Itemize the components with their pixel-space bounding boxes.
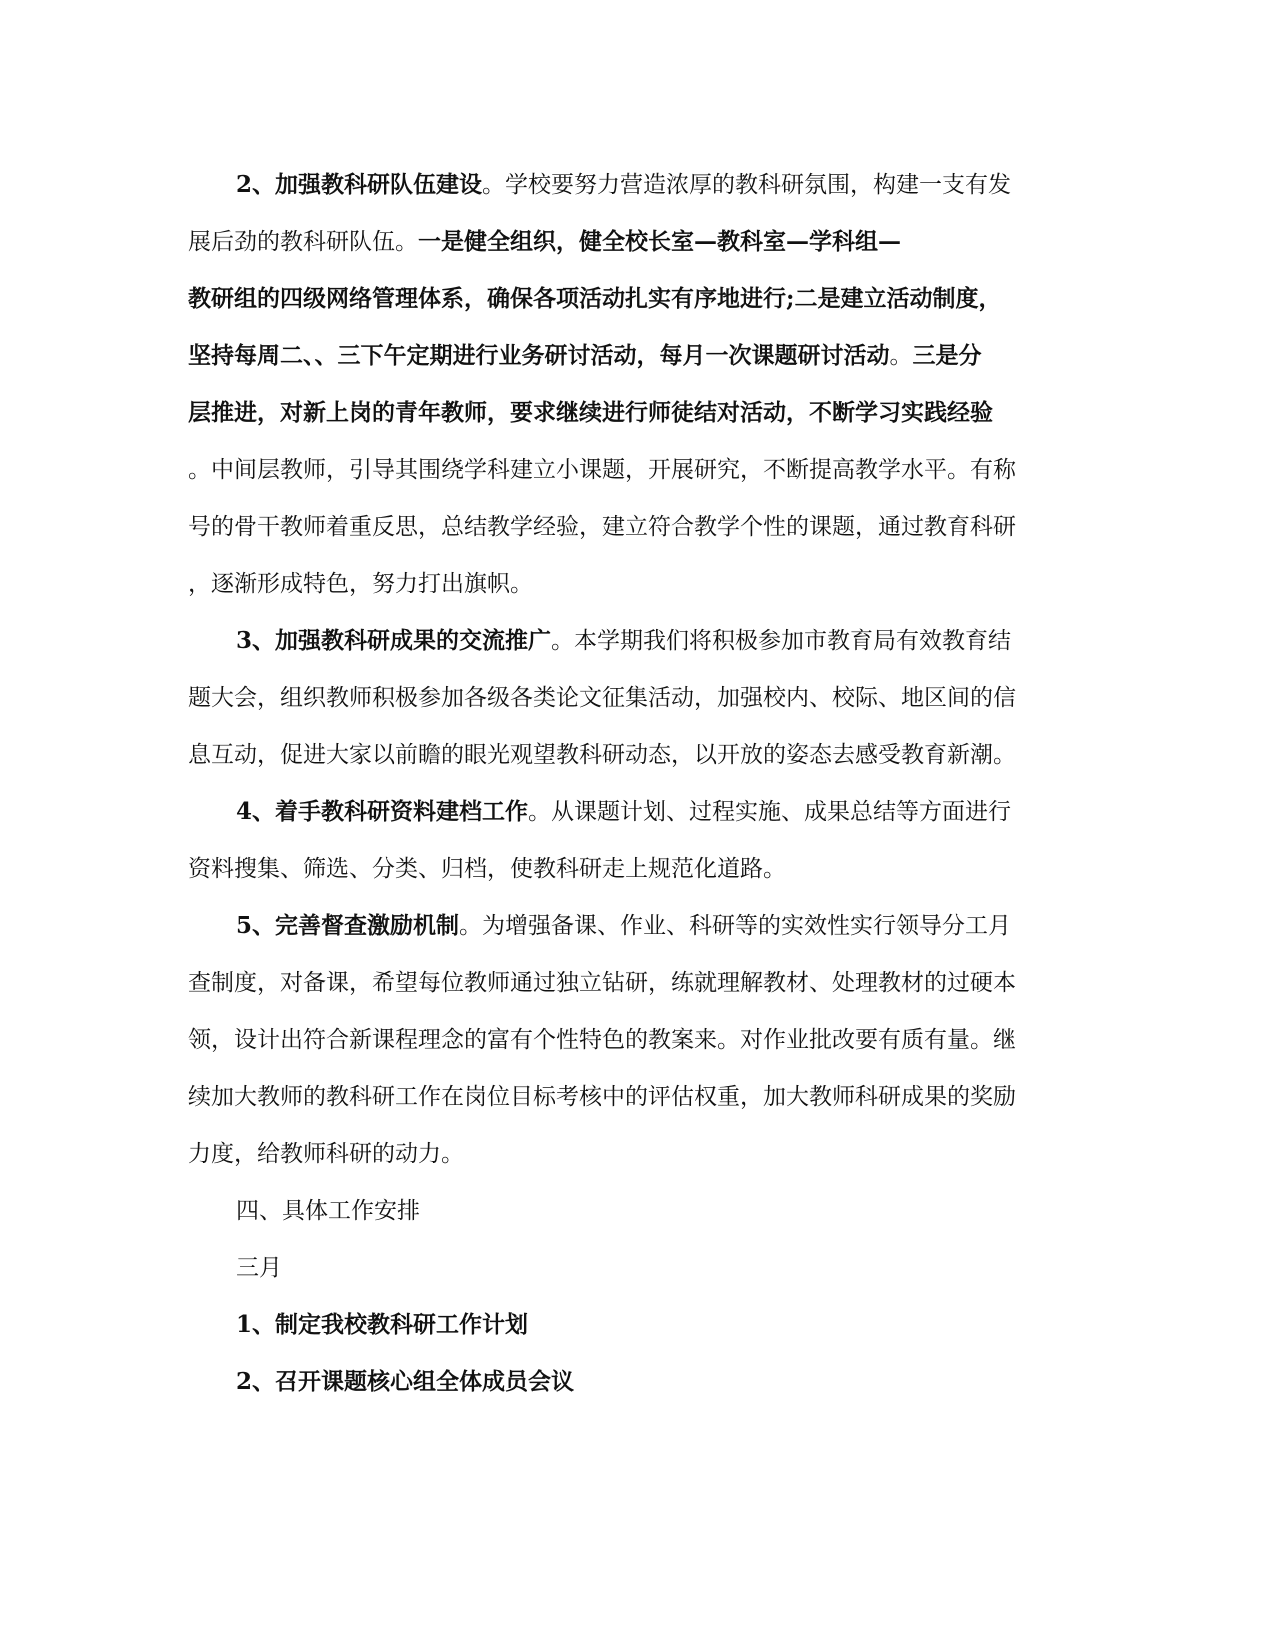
section5-heading: 5、完善督查激励机制 [236,912,460,939]
section5-line-5: 力度，给教师科研的动力。 [188,1141,464,1167]
section3-heading: 3、加强教科研成果的交流推广 [236,627,552,654]
section2-line-3: 教研组的四级网络管理体系，确保各项活动扎实有序地进行;二是建立活动制度， [188,285,1002,312]
section2-heading: 2、加强教科研队伍建设 [236,171,483,198]
section2-text: 展后劲的教科研队伍。 [188,229,418,255]
section2-line-1 [236,170,1011,200]
schedule-month: 三月 [236,1255,282,1281]
section4-line-2: 资料搜集、筛选、分类、归档，使教科研走上规范化道路。 [188,856,786,882]
section5-text: 。为增强备课、作业、科研等的实效性实行领导分工月 [459,913,1012,939]
section2-bold-text: 一是健全组织，健全校长室—教科室—学科组— [418,228,901,255]
section5-line-2: 查制度，对备课，希望每位教师通过独立钻研，练就理解教材、处理教材的过硬本 [188,970,1016,996]
section5-line-1 [236,911,1011,941]
section2-line-8: ，逐渐形成特色，努力打出旗帜。 [188,571,533,597]
section5-line-4: 续加大教师的教科研工作在岗位目标考核中的评估权重，加大教师科研成果的奖励 [188,1084,1016,1110]
section2-bold-text: 三是分 [912,342,982,369]
section3-line-2: 题大会，组织教师积极参加各级各类论文征集活动，加强校内、校际、地区间的信 [188,685,1016,711]
section3-text: 。本学期我们将积极参加市教育局有效教育结 [551,628,1012,654]
section4-heading: 4、着手教科研资料建档工作 [236,798,529,825]
section4-line-1 [236,797,1011,827]
schedule-item-2: 2、召开课题核心组全体成员会议 [236,1368,575,1395]
section2-line-4 [188,341,982,371]
schedule-item-1: 1、制定我校教科研工作计划 [236,1311,529,1338]
section4-text: 。从课题计划、过程实施、成果总结等方面进行 [528,799,1012,825]
section2-text: 。学校要努力营造浓厚的教科研氛围，构建一支有发 [482,172,1012,198]
schedule-title: 四、具体工作安排 [236,1198,420,1224]
section2-line-6: 。中间层教师，引导其围绕学科建立小课题，开展研究，不断提高教学水平。有称 [188,457,1016,483]
section2-text: 。 [889,343,913,369]
section3-line-3: 息互动，促进大家以前瞻的眼光观望教科研动态，以开放的姿态去感受教育新潮。 [188,742,1016,768]
section2-line-5: 层推进，对新上岗的青年教师，要求继续进行师徒结对活动，不断学习实践经验 [188,399,993,426]
section3-line-1 [236,626,1011,656]
section5-line-3: 领，设计出符合新课程理念的富有个性特色的教案来。对作业批改要有质有量。继 [188,1027,1016,1053]
section2-line-2 [188,227,901,257]
section2-bold-text: 坚持每周二、、三下午定期进行业务研讨活动，每月一次课题研讨活动 [188,342,890,369]
section2-line-7: 号的骨干教师着重反思，总结教学经验，建立符合教学个性的课题，通过教育科研 [188,514,1016,540]
